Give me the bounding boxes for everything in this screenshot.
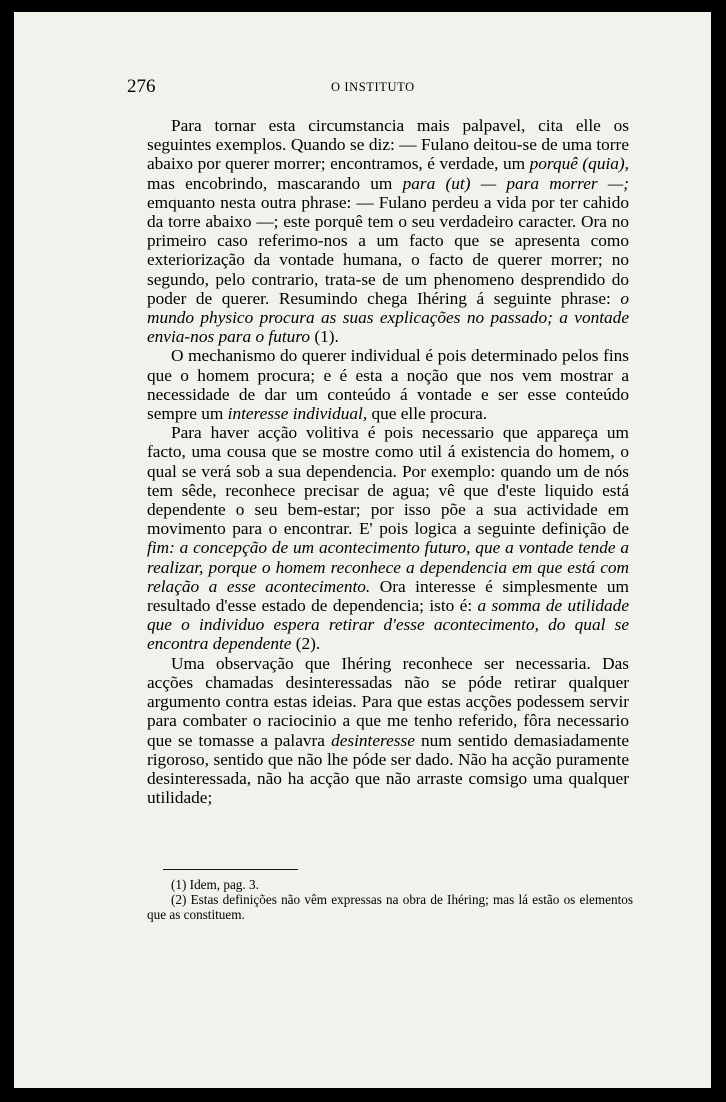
footnote-divider (163, 869, 298, 870)
footnotes (147, 877, 633, 922)
page-number: 276 (127, 76, 156, 97)
footnote-1: (1) Idem, pag. 3. (171, 877, 259, 892)
paragraph-1: Para tornar esta circumstancia mais palpavel, cita elle os seguintes exemplos. Quando se diz: — Fulano deitou-se de uma torre abaixo por querer morrer; encontramos, é verdade, um porquê (quia), mas encobrindo, mascarando um para (ut) — para morrer —; emquanto nesta outra phrase: — Fulano perdeu a vida por ter cahido da torre abaixo —; este porquê tem o seu verdadeiro caracter. Ora no primeiro caso referimo-nos a um facto que se apresenta como exteriorização da vontade humana, o facto de querer morrer; no segundo, pelo contrario, trata-se de um phenomeno desprendido do poder de querer. Resumindo chega Ihéring á seguinte phrase: o mundo physico procura as suas explicações no passado; a vontade envia-nos para o futuro (1). (147, 116, 629, 347)
running-title: O INSTITUTO (331, 80, 415, 94)
page-header (127, 76, 627, 100)
footnote-2: (2) Estas definições não vêm expressas na obra de Ihéring; mas lá estão os elementos que as constituem. (147, 892, 633, 922)
paragraph-3: Para haver acção volitiva é pois necessario que appareça um facto, uma cousa que se mostre como util á existencia do homem, o qual se verá sob a sua dependencia. Por exemplo: quando um de nós tem sêde, reconhece precisar de agua; vê que d'este liquido está dependente o seu bem-estar; por isso põe a sua actividade em movimento para o encontrar. E' pois logica a seguinte definição de fim: a concepção de um acontecimento futuro, que a vontade tende a realizar, porque o homem reconhece a dependencia em que está com relação a esse acontecimento. Ora interesse é simplesmente um resultado d'esse estado de dependencia; isto é: a somma de utilidade que o individuo espera retirar d'esse acontecimento, do qual se encontra dependente (2). (147, 423, 629, 654)
paragraph-2: O mechanismo do querer individual é pois determinado pelos fins que o homem procura; e é esta a noção que nos vem mostrar a necessidade de dar um conteúdo á vontade e ser esse conteúdo sempre um interesse individual, que elle procura. (147, 346, 629, 424)
body-text (147, 116, 629, 807)
paragraph-4: Uma observação que Ihéring reconhece ser necessaria. Das acções chamadas desinteressadas não se póde retirar qualquer argumento contra estas ideias. Para que estas acções podessem servir para combater o raciocinio a que me tenho referido, fôra necessario que se tomasse a palavra desinteresse num sentido demasiadamente rigoroso, sentido que não lhe póde ser dado. Não ha acção puramente desinteressada, não ha acção que não arraste comsigo uma qualquer utilidade; (147, 653, 629, 808)
